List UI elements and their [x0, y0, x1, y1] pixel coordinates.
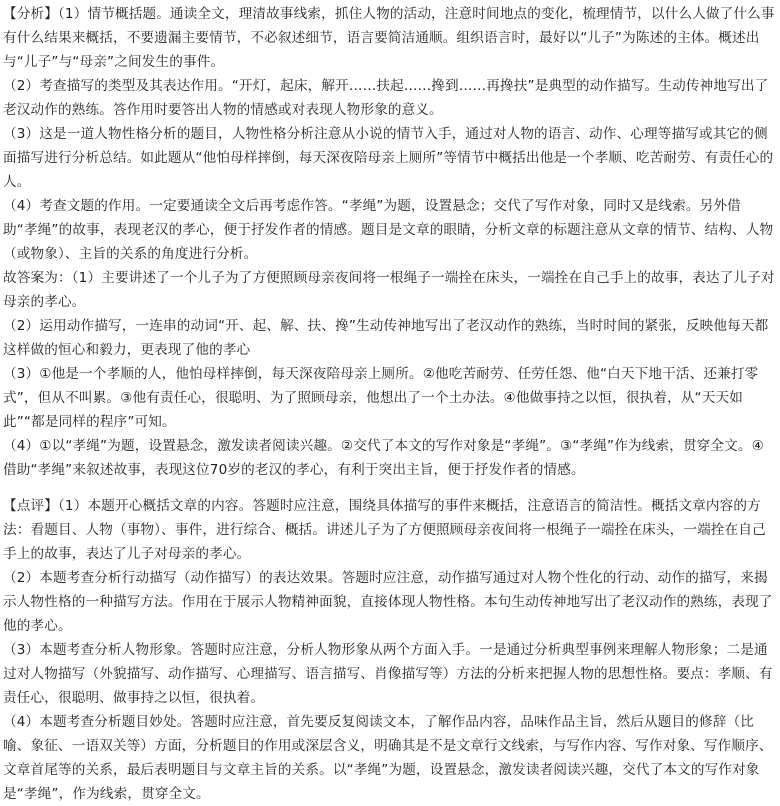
answer-paragraph-3: （3）①他是一个孝顺的人，他怕母样摔倒，每天深夜陪母亲上厕所。②他吃苦耐劳、任劳任怨、他“白天下地干活、还兼打零式”，但从不叫累。③他有责任心，很聪明、为了照顾母亲，他想出了一个土办法。④他做事持之以恒，很执着，从“天天如此”“都是同样的程序”可知。: [3, 366, 759, 430]
comment-paragraph-1: [3, 494, 775, 566]
comment-paragraph-4: （4）本题考查分析题目妙处。答题时应注意，首先要反复阅读文本，了解作品内容，品味作品主旨，然后从题目的修辞（比喻、象征、一语双关等）方面，分析题目的作用或深层含义，明确其是不是文章行文线索，与写作内容、写作对象、写作顺序、文章首尾等的关系，最后表明题目与文章主旨的关系。以“孝绳”为题，设置悬念，激发读者阅读兴趣，交代了本文的写作对象是“孝绳”，作为线索，贯穿全文。: [3, 714, 773, 802]
analysis-section: [3, 2, 775, 482]
comment-text-1: （1）本题开心概括文章的内容。答题时应注意，围绕具体描写的事件来概括，注意语言的简洁性。概括文章内容的方法：看题目、人物（事物）、事件，进行综合、概括。讲述儿子为了方便照顾母亲夜间将一根绳子一端拴在床头，一端拴在自己手上的故事，表达了儿子对母亲的孝心。: [3, 498, 766, 562]
analysis-text-1: （1）情节概括题。通读全文，理清故事线索，抓住人物的活动，注意时间地点的变化，梳理情节，以什么人做了什么事有什么结果来概括，不要遗漏主要情节，不必叙述细节，语言要简洁通顺。组织语言时，最好以“儿子”为陈述的主体。概述出与“儿子”与“母亲”之间发生的事件。: [3, 6, 775, 70]
analysis-paragraph-1: [3, 2, 775, 74]
comment-tag: 【点评】: [3, 498, 58, 514]
answer-paragraph-2: （2）运用动作描写，一连串的动词“开、起、解、扶、搀”生动传神地写出了老汉动作的熟练，当时时间的紧张，反映他每天都这样做的恒心和毅力，更表现了他的孝心: [3, 318, 769, 358]
analysis-paragraph-4: （4）考查文题的作用。一定要通读全文后再考虑作答。“孝绳”为题，设置悬念；交代了写作对象，同时又是线索。另外借助“孝绳”的故事，表现老汉的孝心，便于抒发作者的情感。题目是文章的眼睛，分析文章的标题注意从文章的情节、结构、人物（或物象）、主旨的关系的角度进行分析。: [3, 198, 774, 262]
answer-paragraph-4: （4）①以“孝绳”为题，设置悬念，激发读者阅读兴趣。②交代了本文的写作对象是“孝绳”。③“孝绳”作为线索，贯穿全文。④借助“孝绳”来叙述故事，表现这位70岁的老汉的孝心，有利于突出主旨，便于抒发作者的情感。: [3, 438, 764, 478]
analysis-tag: 【分析】: [3, 6, 58, 22]
comment-paragraph-2: （2）本题考查分析行动描写（动作描写）的表达效果。答题时应注意，动作描写通过对人物个性化的行动、动作的描写，来揭示人物性格的一种描写方法。作用在于展示人物精神面貌，直接体现人物性格。本句生动传神地写出了老汉动作的熟练，表现了他的孝心。: [3, 570, 773, 634]
comment-paragraph-3: （3）本题考查分析人物形象。答题时应注意，分析人物形象从两个方面入手。一是通过分析典型事例来理解人物形象；二是通过对人物描写（外貌描写、动作描写、心理描写、语言描写、肖像描写等）方法的分析来把握人物的思想性格。要点：孝顺、有责任心，很聪明、做事持之以恒，很执着。: [3, 642, 773, 706]
analysis-paragraph-2: （2）考查描写的类型及其表达作用。“开灯，起床，解开……扶起……搀到……再搀扶”是典型的动作描写。生动传神地写出了老汉动作的熟练。答作用时要答出人物的情感或对表现人物形象的意义。: [3, 78, 769, 118]
analysis-paragraph-3: （3）这是一道人物性格分析的题目，人物性格分析注意从小说的情节入手，通过对人物的语言、动作、心理等描写或其它的侧面描写进行分析总结。如此题从“他怕母样摔倒，每天深夜陪母亲上厕所”等情节中概括出他是一个孝顺、吃苦耐劳、有责任心的人。: [3, 126, 774, 190]
answer-paragraph-1: 故答案为：（1）主要讲述了一个儿子为了方便照顾母亲夜间将一根绳子一端拴在床头，一端拴在自己手上的故事，表达了儿子对母亲的孝心。: [3, 270, 775, 310]
comment-section: [3, 494, 775, 806]
